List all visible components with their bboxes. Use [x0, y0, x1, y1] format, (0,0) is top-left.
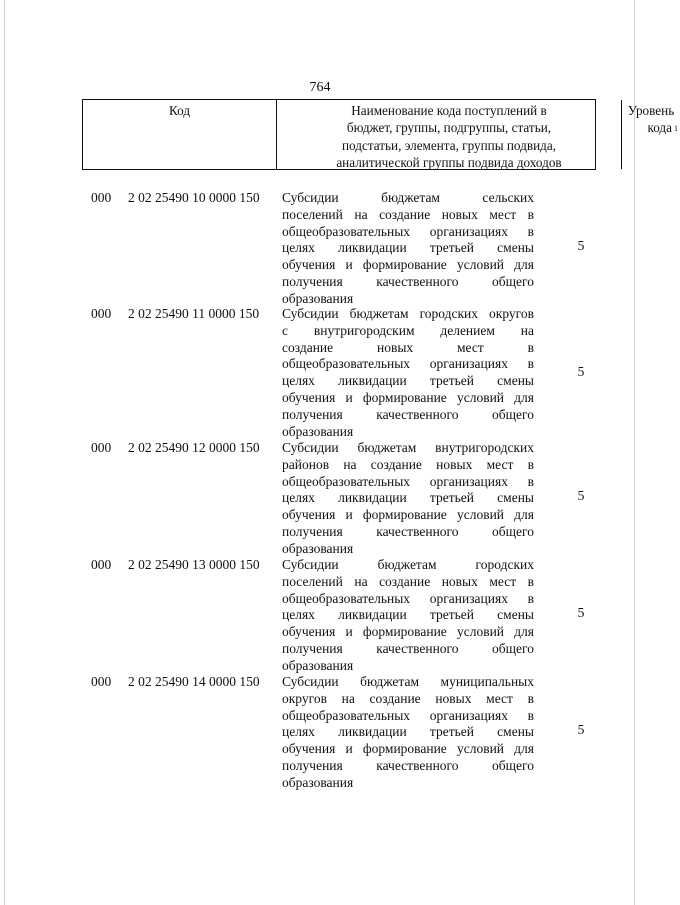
name-line: целях ликвидации третьей смены [282, 240, 534, 256]
header-name-cell [277, 100, 622, 169]
name-line: общеобразовательных организациях в [282, 707, 534, 723]
code-name [282, 557, 534, 675]
name-line: целях ликвидации третьей смены [282, 724, 534, 740]
header-level-label: кода [647, 120, 672, 136]
name-line: обучения и формирование условий для [282, 624, 534, 640]
name-line: Субсидии бюджетам сельских [282, 190, 534, 205]
name-line: Субсидии бюджетам внутригородских [282, 440, 534, 455]
name-line: районов на создание новых мест в [282, 456, 534, 472]
name-line: обучения и формирование условий для [282, 741, 534, 757]
name-line: образования [282, 657, 354, 673]
table-header [82, 99, 678, 171]
level-value: 5 [577, 605, 585, 620]
admin-code: 000 [91, 190, 112, 205]
name-line: обучения и формирование условий для [282, 507, 534, 523]
name-line: Субсидии бюджетам городских округов [282, 306, 534, 321]
name-line: поселений на создание новых мест в [282, 206, 534, 222]
code-name [282, 190, 534, 308]
name-line: общеобразовательных организациях в [282, 356, 534, 372]
code-name [282, 306, 534, 440]
header-name-line: Наименование кода поступлений в [351, 103, 547, 118]
header-level-line2 [622, 119, 680, 136]
name-line: поселений на создание новых мест в [282, 573, 534, 589]
page-number: 764 [309, 80, 331, 95]
name-line: Субсидии бюджетам городских [282, 557, 534, 572]
name-line: округов на создание новых мест в [282, 690, 534, 706]
name-line: целях ликвидации третьей смены [282, 607, 534, 623]
scan-edge-left [4, 0, 5, 905]
header-code-label: Код [168, 103, 191, 118]
budget-code: 2 02 25490 14 0000 150 [128, 674, 260, 689]
name-line: с внутригородским делением на [282, 322, 534, 338]
name-line: образования [282, 774, 354, 790]
level-value: 5 [577, 722, 585, 737]
name-line: обучения и формирование условий для [282, 257, 534, 273]
admin-code: 000 [91, 557, 112, 572]
name-line: получения качественного общего [282, 640, 534, 656]
header-code-cell [83, 100, 277, 169]
header-level-line1: Уровень [627, 103, 675, 118]
name-line: создание новых мест в [282, 339, 534, 355]
header-level-cell [622, 100, 680, 169]
code-name [282, 440, 534, 558]
name-line: общеобразовательных организациях в [282, 473, 534, 489]
budget-code: 2 02 25490 11 0000 150 [128, 306, 260, 321]
budget-code: 2 02 25490 10 0000 150 [128, 190, 260, 205]
name-line: общеобразовательных организациях в [282, 223, 534, 239]
admin-code: 000 [91, 440, 112, 455]
admin-code: 000 [91, 674, 112, 689]
name-line: образования [282, 540, 354, 556]
name-line: общеобразовательных организациях в [282, 590, 534, 606]
footnote-marker: 1 [674, 124, 678, 134]
budget-code: 2 02 25490 13 0000 150 [128, 557, 260, 572]
name-line: получения качественного общего [282, 523, 534, 539]
code-name [282, 674, 534, 792]
name-line: получения качественного общего [282, 757, 534, 773]
header-name-line: аналитической группы подвида доходов [336, 155, 562, 171]
header-name-line: подстатьи, элемента, группы подвида, [342, 137, 556, 153]
level-value: 5 [577, 238, 585, 253]
name-line: целях ликвидации третьей смены [282, 373, 534, 389]
header-name-line: бюджет, группы, подгруппы, статьи, [346, 120, 552, 136]
level-value: 5 [577, 488, 585, 503]
name-line: образования [282, 423, 354, 439]
name-line: получения качественного общего [282, 273, 534, 289]
name-line: образования [282, 290, 354, 306]
budget-code: 2 02 25490 12 0000 150 [128, 440, 260, 455]
name-line: целях ликвидации третьей смены [282, 490, 534, 506]
name-line: получения качественного общего [282, 406, 534, 422]
admin-code: 000 [91, 306, 112, 321]
name-line: обучения и формирование условий для [282, 389, 534, 405]
level-value: 5 [577, 364, 585, 379]
name-line: Субсидии бюджетам муниципальных [282, 674, 534, 689]
